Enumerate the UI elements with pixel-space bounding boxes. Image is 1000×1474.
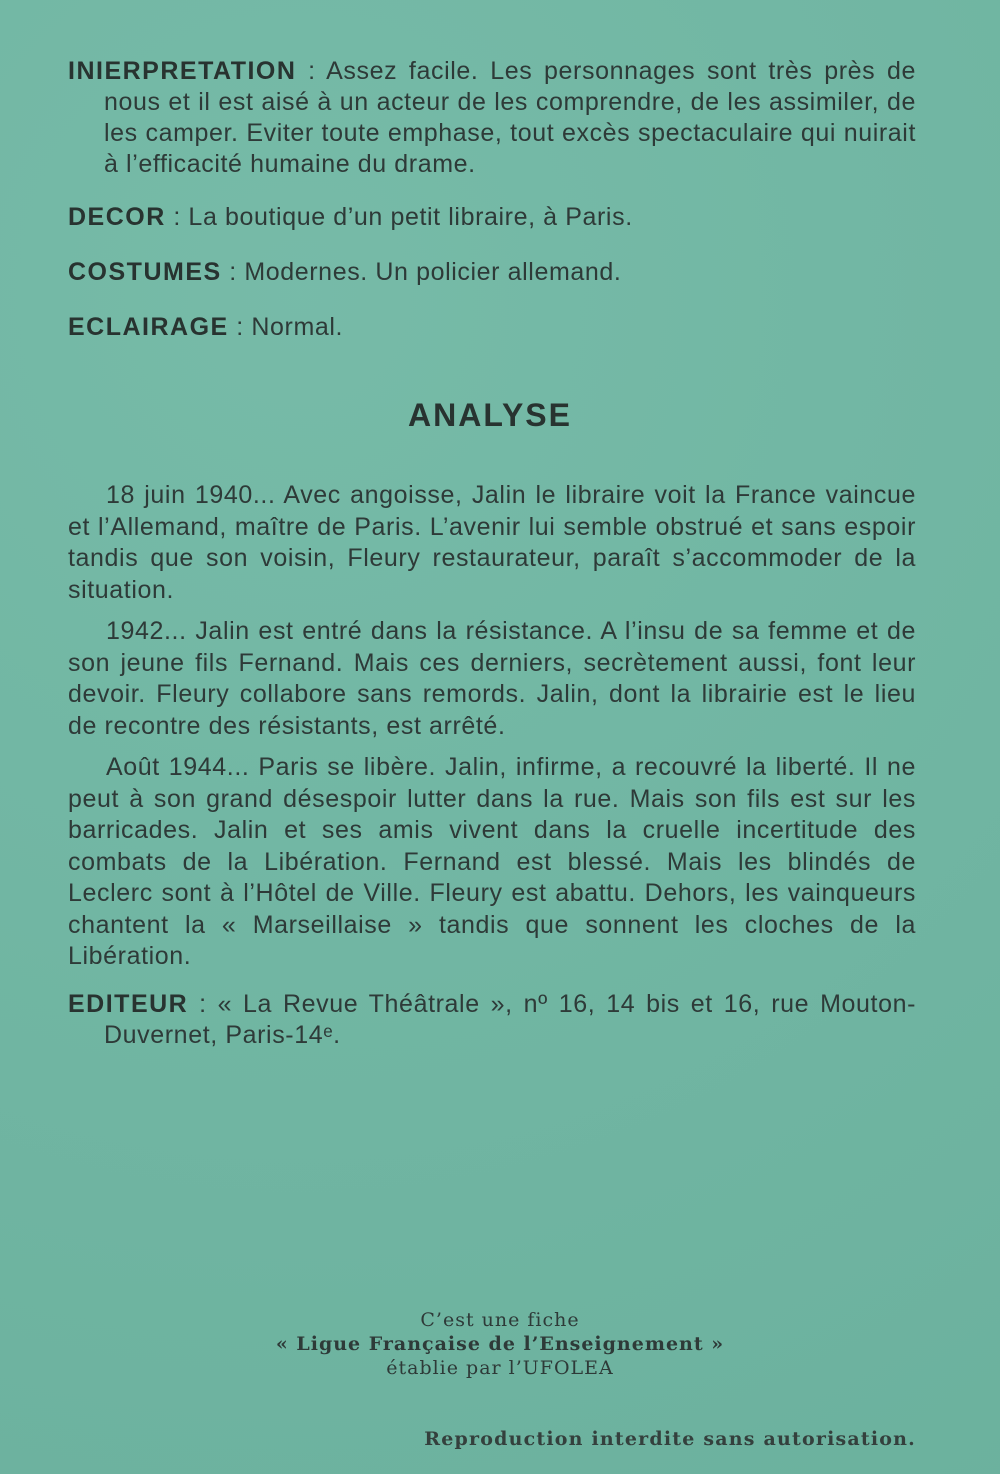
costumes-label: COSTUMES (68, 258, 222, 286)
decor-entry (68, 202, 916, 233)
decor-label: DECOR (68, 203, 166, 231)
analyse-paragraph-1940: 18 juin 1940... Avec angoisse, Jalin le libraire voit la France vaincue et l’Allemand, maître de Paris. L’avenir lui semble obstrué et sans espoir tandis que son voisin, Fleury restaurateur, paraît s’accommoder de la situation. (68, 481, 916, 604)
interpretation-label: INIERPRETATION (68, 57, 297, 85)
interpretation-text: : Assez facile. Les personnages sont très près de nous et il est aisé à un acteur de les comprendre, de les assimiler, de les camper. Eviter toute emphase, tout excès spectaculaire qui nuirait à l’efficacité humaine du drame. (104, 57, 916, 178)
costumes-text: : Modernes. Un policier allemand. (221, 258, 622, 286)
analyse-paragraph-1944: Août 1944... Paris se libère. Jalin, infirme, a recouvré la liberté. Il ne peut à son grand désespoir lutter dans la rue. Mais son fils est sur les barricades. Jalin et ses amis vivent dans la cruelle incertitude des combats de la Libération. Fernand est blessé. Mais les blindés de Leclerc sont à l’Hôtel de Ville. Fleury est abattu. Dehors, les vainqueurs chantent la « Marseillaise » tandis que sonnent les cloches de la Libération. (68, 753, 916, 970)
editeur-entry (68, 989, 916, 1051)
editeur-text: : « La Revue Théâtrale », nº 16, 14 bis et 16, rue Mouton-Duvernet, Paris-14ᵉ. (104, 989, 916, 1049)
eclairage-entry (68, 312, 916, 343)
decor-text: : La boutique d’un petit libraire, à Paris. (165, 203, 633, 231)
editeur-label: EDITEUR (68, 989, 189, 1018)
eclairage-label: ECLAIRAGE (68, 313, 229, 341)
publisher-footer (0, 1308, 1000, 1380)
eclairage-text: : Normal. (228, 313, 344, 341)
interpretation-entry (68, 56, 916, 180)
reproduction-notice: Reproduction interdite sans autorisation. (424, 1428, 916, 1450)
footer-line-1: C’est une fiche (420, 1309, 580, 1331)
document-page (68, 56, 916, 1051)
analyse-heading: ANALYSE (408, 397, 572, 433)
costumes-entry (68, 257, 916, 288)
footer-line-2: « Ligue Française de l’Enseignement » (275, 1333, 725, 1355)
analyse-paragraph-1942: 1942... Jalin est entré dans la résistance. A l’insu de sa femme et de son jeune fils Fernand. Mais ces derniers, secrètement aussi, font leur devoir. Fleury collabore sans remords. Jalin, dont la librairie est le lieu de recontre des résistants, est arrêté. (68, 617, 916, 740)
footer-line-3: établie par l’UFOLEA (386, 1357, 614, 1379)
